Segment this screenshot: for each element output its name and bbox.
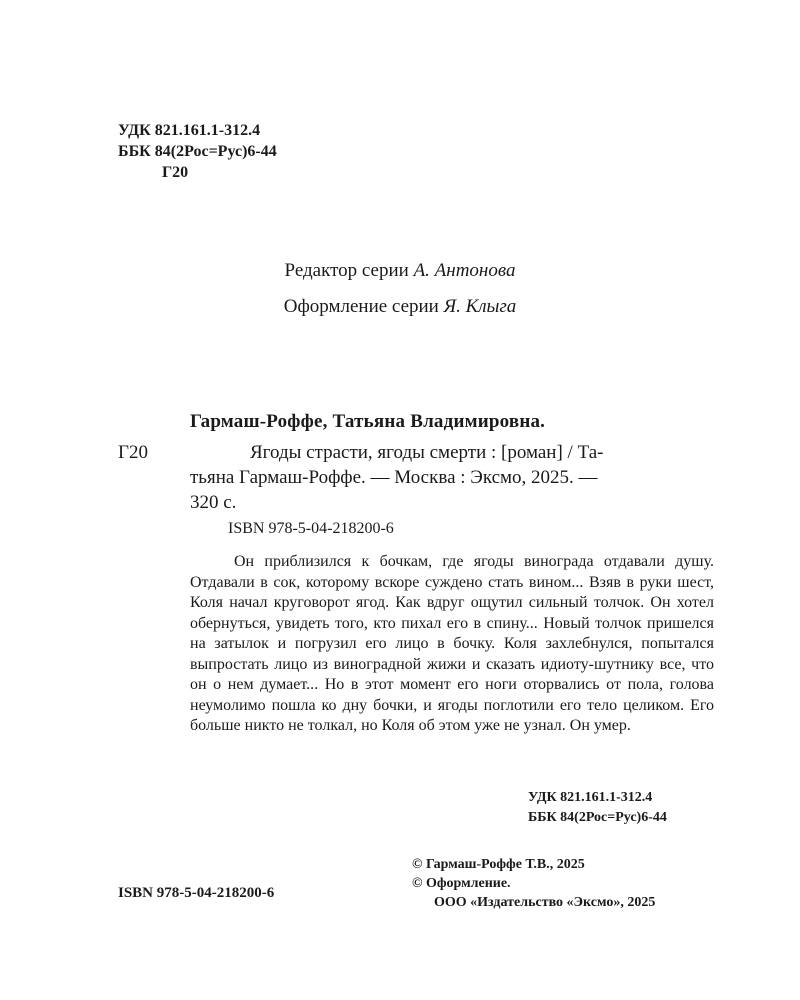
bottom-classification-codes: [528, 788, 667, 828]
udk-code: УДК 821.161.1-312.4: [118, 122, 261, 139]
author-mark: Г20: [162, 164, 189, 181]
copyright-block: [412, 855, 655, 912]
isbn-record: ISBN 978-5-04-218200-6: [228, 520, 394, 537]
bottom-bbk-code: ББК 84(2Рос=Рус)6-44: [528, 810, 667, 825]
top-classification-codes: [118, 120, 277, 183]
bibliographic-record: [190, 440, 714, 515]
bib-line-2: тьяна Гармаш-Роффе. — Москва : Эксмо, 2025. —: [190, 467, 598, 488]
author-heading: Гармаш-Роффе, Татьяна Владимировна.: [190, 411, 546, 432]
bbk-code: ББК 84(2Рос=Рус)6-44: [118, 143, 277, 160]
bib-line-3: 320 с.: [190, 492, 237, 513]
copyright-publisher: ООО «Издательство «Эксмо», 2025: [434, 895, 656, 910]
annotation: [190, 552, 714, 737]
series-editor-label: Редактор серии: [284, 260, 409, 281]
bottom-udk-code: УДК 821.161.1-312.4: [528, 790, 653, 805]
side-author-mark: Г20: [118, 442, 148, 463]
series-editor-line: [0, 260, 800, 282]
copyright-design: © Оформление.: [412, 876, 511, 891]
series-design-name: Я. Клыга: [443, 296, 517, 317]
series-editor-name: А. Антонова: [413, 260, 516, 281]
copyright-author: © Гармаш-Роффе Т.В., 2025: [412, 857, 585, 872]
annotation-text: Он приблизился к бочкам, где ягоды винограда отдавали душу. Отдавали в сок, которому вскоре суждено стать вином... Взяв в руки шест, Коля начал круговорот ягод. Как вдруг ощутил сильный толчок. Он хотел обернуться, увидеть того, кто пихал его в спину... Новый толчок пришелся на затылок и погрузил его лицо в бочку. Коля захлебнулся, попытался выпростать лицо из виноградной жижи и сказать идиоту-шутнику все, что он о нем думает... Но в этот момент его ноги оторвались от пола, голова неумолимо пошла ко дну бочки, и ягоды поглотили его тело целиком. Его больше никто не толкал, но Коля об этом уже не узнал. Он умер.: [190, 553, 714, 734]
bib-line-1: Ягоды страсти, ягоды смерти : [роман] / Та-: [250, 442, 604, 463]
footer-isbn: ISBN 978-5-04-218200-6: [118, 885, 275, 901]
series-design-line: [0, 296, 800, 318]
series-design-label: Оформление серии: [283, 296, 439, 317]
